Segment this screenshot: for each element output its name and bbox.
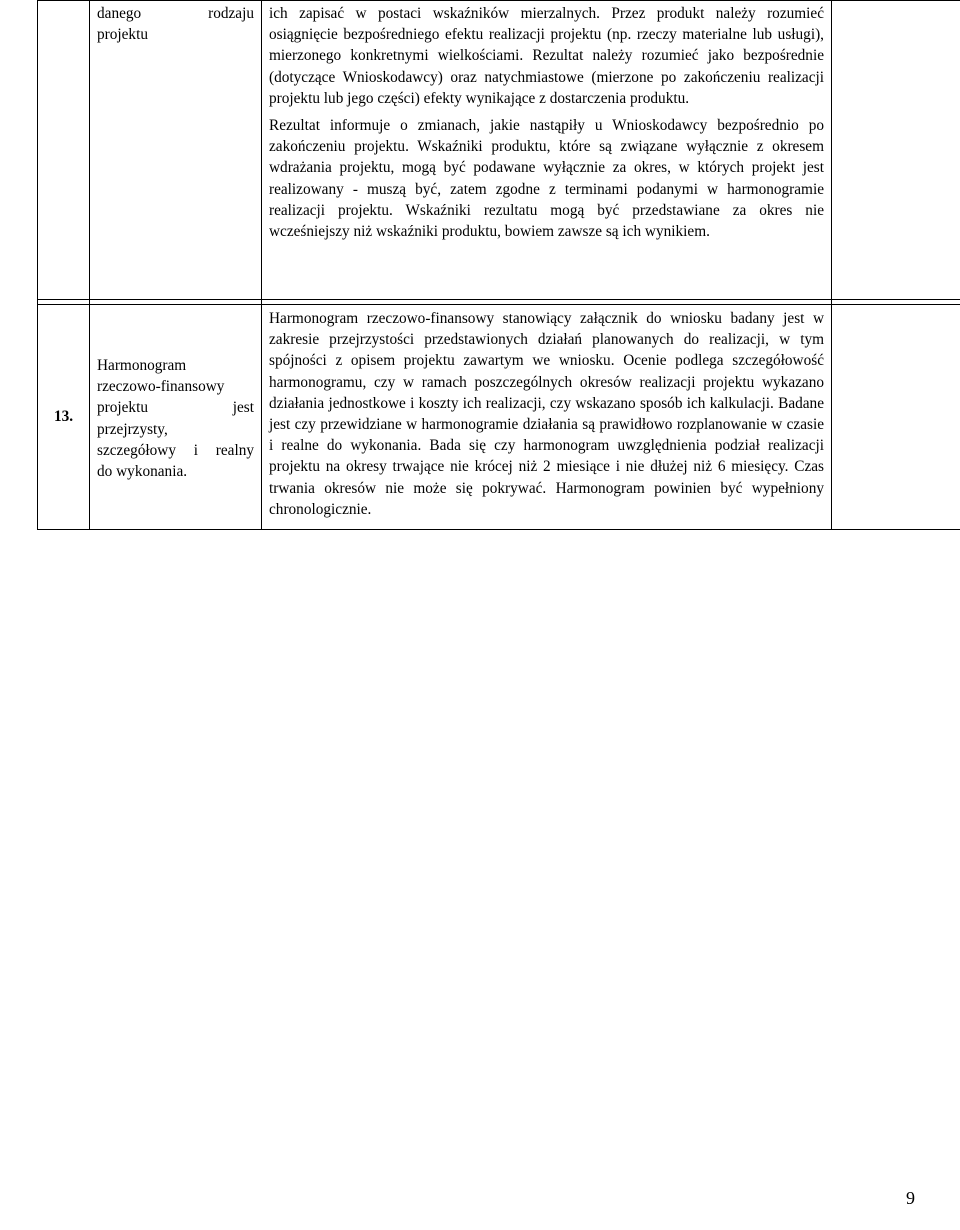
- description-paragraph: Harmonogram rzeczowo-finansowy stanowiący załącznik do wniosku badany jest w zakresie przejrzystości przedstawionych działań planowanych do realizacji, w tym spójności z opisem projektu zawartym we wniosku. Ocenie podlega szczegółowość harmonogramu, czy w ramach poszczególnych okresów realizacji projektu wykazano działania jednostkowe i koszty ich realizacji, czy wskazano sposób ich kalkulacji. Badane jest czy przewidziane w harmonogramie działania są prawidłowo rozplanowanie w czasie i realne do wykonania. Bada się czy harmonogram uwzględnienia podział realizacji projektu na okresy trwające nie krócej niż 2 miesiące i nie dłużej niż 6 miesięcy. Czas trwania okresów nie może się pokrywać. Harmonogram powinien być wypełniony chronologicznie.: [269, 310, 824, 518]
- page-number: 9: [906, 1188, 915, 1208]
- criterion-name-line: projektu jest: [97, 399, 254, 417]
- table-row: [38, 1, 960, 300]
- criteria-table: [37, 0, 960, 530]
- criterion-extra-cell: [832, 305, 960, 530]
- criterion-description-cell: [262, 305, 832, 530]
- criterion-name-line: projektu: [97, 26, 148, 44]
- table-row: [38, 305, 960, 530]
- criterion-name-line: do wykonania.: [97, 462, 188, 480]
- criterion-description-cell: [262, 1, 832, 300]
- criterion-number-cell: 13.: [38, 305, 90, 530]
- criterion-name-cell: [90, 305, 262, 530]
- description-paragraph: ich zapisać w postaci wskaźników mierzalnych. Przez produkt należy rozumieć osiągnięcie bezpośredniego efektu realizacji projektu (np. rzeczy materialne lub usługi), mierzonego konkretnymi wielkościami. Rezultat należy rozumieć jako bezpośrednie (dotyczące Wnioskodawcy) oraz natychmiastowe (mierzone po zakończeniu realizacji projektu lub jego części) efekty wynikające z dostarczenia produktu.: [269, 5, 824, 107]
- criterion-name-cell: [90, 1, 262, 300]
- criterion-number-cell: [38, 1, 90, 300]
- criterion-name-line: rzeczowo-finansowy: [97, 378, 225, 396]
- criterion-name-line: Harmonogram: [97, 356, 187, 374]
- criterion-extra-cell: [832, 1, 960, 300]
- description-paragraph: Rezultat informuje o zmianach, jakie nastąpiły u Wnioskodawcy bezpośrednio po zakończeniu projektu. Wskaźniki produktu, które są związane wyłącznie z okresem wdrażania projektu, mogą być podawane wyłącznie za okres, w których projekt jest realizowany - muszą być, zatem zgodne z terminami podanymi w harmonogramie realizacji projektu. Wskaźniki rezultatu mogą być przedstawiane za okres nie wcześniejszy niż wskaźniki produktu, bowiem zawsze są ich wynikiem.: [269, 117, 824, 241]
- criterion-name-line: szczegółowy i realny: [97, 441, 254, 459]
- criterion-name-line: danego rodzaju: [97, 5, 254, 22]
- criterion-name-line: przejrzysty,: [97, 420, 168, 438]
